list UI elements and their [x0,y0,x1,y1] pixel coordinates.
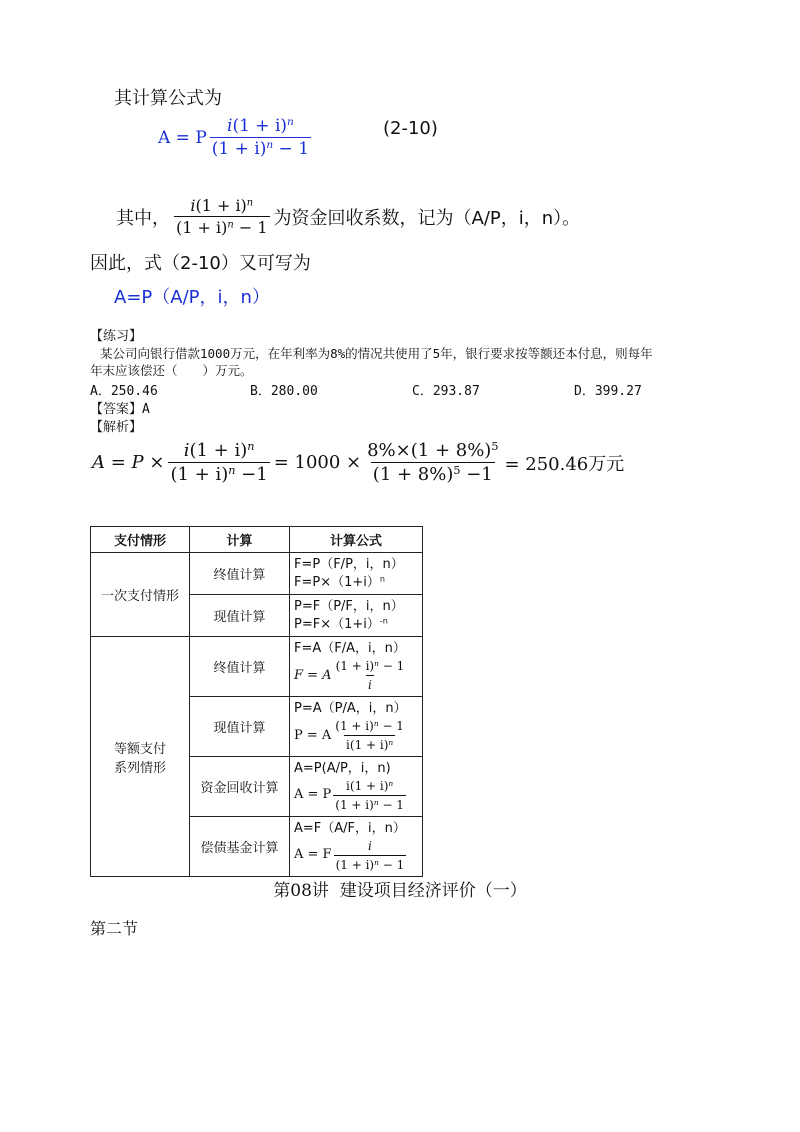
section-heading: 第二节 [90,919,139,938]
case-single-payment: 一次支付情形 [91,553,190,637]
table-header-row [91,527,423,553]
formula-cell: F=A（F/A，i，n） F = A $\frac{(1 + i)^n - 1}{i}$ [290,637,423,697]
option-b: B．280.00 [250,384,318,399]
formula-cell: P=A（P/A，i，n） P = A $\frac{(1 + i)^n - 1}{i(1 + i)^n}$ [290,697,423,757]
option-d: D．399.27 [574,384,642,399]
formula-cell: P=F（P/F，i，n） $P=F\times(1+i)^{-n}$ [290,595,423,637]
practice-question-line2: 年末应该偿还（ ）万元。 [90,363,253,378]
coefficient-fraction: $\frac{i(1 + i)^n}{(1 + i)^n - 1}$ [176,196,268,237]
analysis-title: 【解析】 [90,420,143,435]
equation-tag: (2-10) [383,118,438,139]
formula-cell: A=P(A/P，i，n) A = P $\frac{i(1 + i)^n}{(1 + i)^n - 1}$ [290,757,423,817]
option-a: A．250.46 [90,384,158,399]
calc-cell: 资金回收计算 [190,757,290,817]
solution-fraction-1: $\frac{i(1 + i)^n}{(1 + i)^n -1}$ [170,439,268,485]
coefficient-line: 其中， $\frac{i(1 + i)^n}{(1 + i)^n - 1}$ 为资金回收系数，记为（A/P，i，n）。 [116,196,581,237]
calc-cell: 终值计算 [190,553,290,595]
practice-question-line1: 某公司向银行借款1000万元，在年利率为8%的情况共使用了5年，银行要求按等额还本付息，则每年 [100,346,653,361]
calc-cell: 现值计算 [190,595,290,637]
calc-cell: 现值计算 [190,697,290,757]
header-calc: 计算 [190,527,290,553]
solution-fraction-2: $\frac{8\%\times(1 + 8\%)^5}{(1 + 8\%)^5 -1}$ [367,439,499,485]
formula-cell: F=P（F/P，i，n） $F=P\times(1+i)^n$ [290,553,423,595]
rewrite-formula: A=P（A/P，i，n） [114,287,270,308]
payment-formula-table [90,526,423,877]
calc-cell: 终值计算 [190,637,290,697]
answer-line: 【答案】A [90,402,150,417]
calc-cell: 偿债基金计算 [190,816,290,876]
case-uniform-series: 等额支付 系列情形 [91,637,190,877]
header-formula: 计算公式 [290,527,423,553]
practice-title: 【练习】 [90,329,143,344]
main-formula [158,116,311,159]
table-row [91,553,423,595]
therefore-text: 因此，式（2-10）又可写为 [90,253,311,274]
table-row [91,637,423,697]
formula-cell: A=F（A/F，i，n） A = F $\frac{i}{(1 + i)^n - 1}$ [290,816,423,876]
main-formula-lhs: A = P [158,127,207,148]
header-case: 支付情形 [91,527,190,553]
option-c: C．293.87 [412,384,480,399]
solution-equation: A = P × $\frac{i(1 + i)^n}{(1 + i)^n -1}$ = 1000 × $\frac{8\%\times(1 + 8\%)^5}{(1 + 8\%)^5 -1}$ = 250.46万元 [92,439,625,485]
lecture-heading: 第08讲 建设项目经济评价（一） [273,881,527,901]
main-formula-fraction: $\frac{i(1 + i)^n}{(1 + i)^n - 1}$ [211,116,310,159]
intro-text: 其计算公式为 [114,88,222,109]
